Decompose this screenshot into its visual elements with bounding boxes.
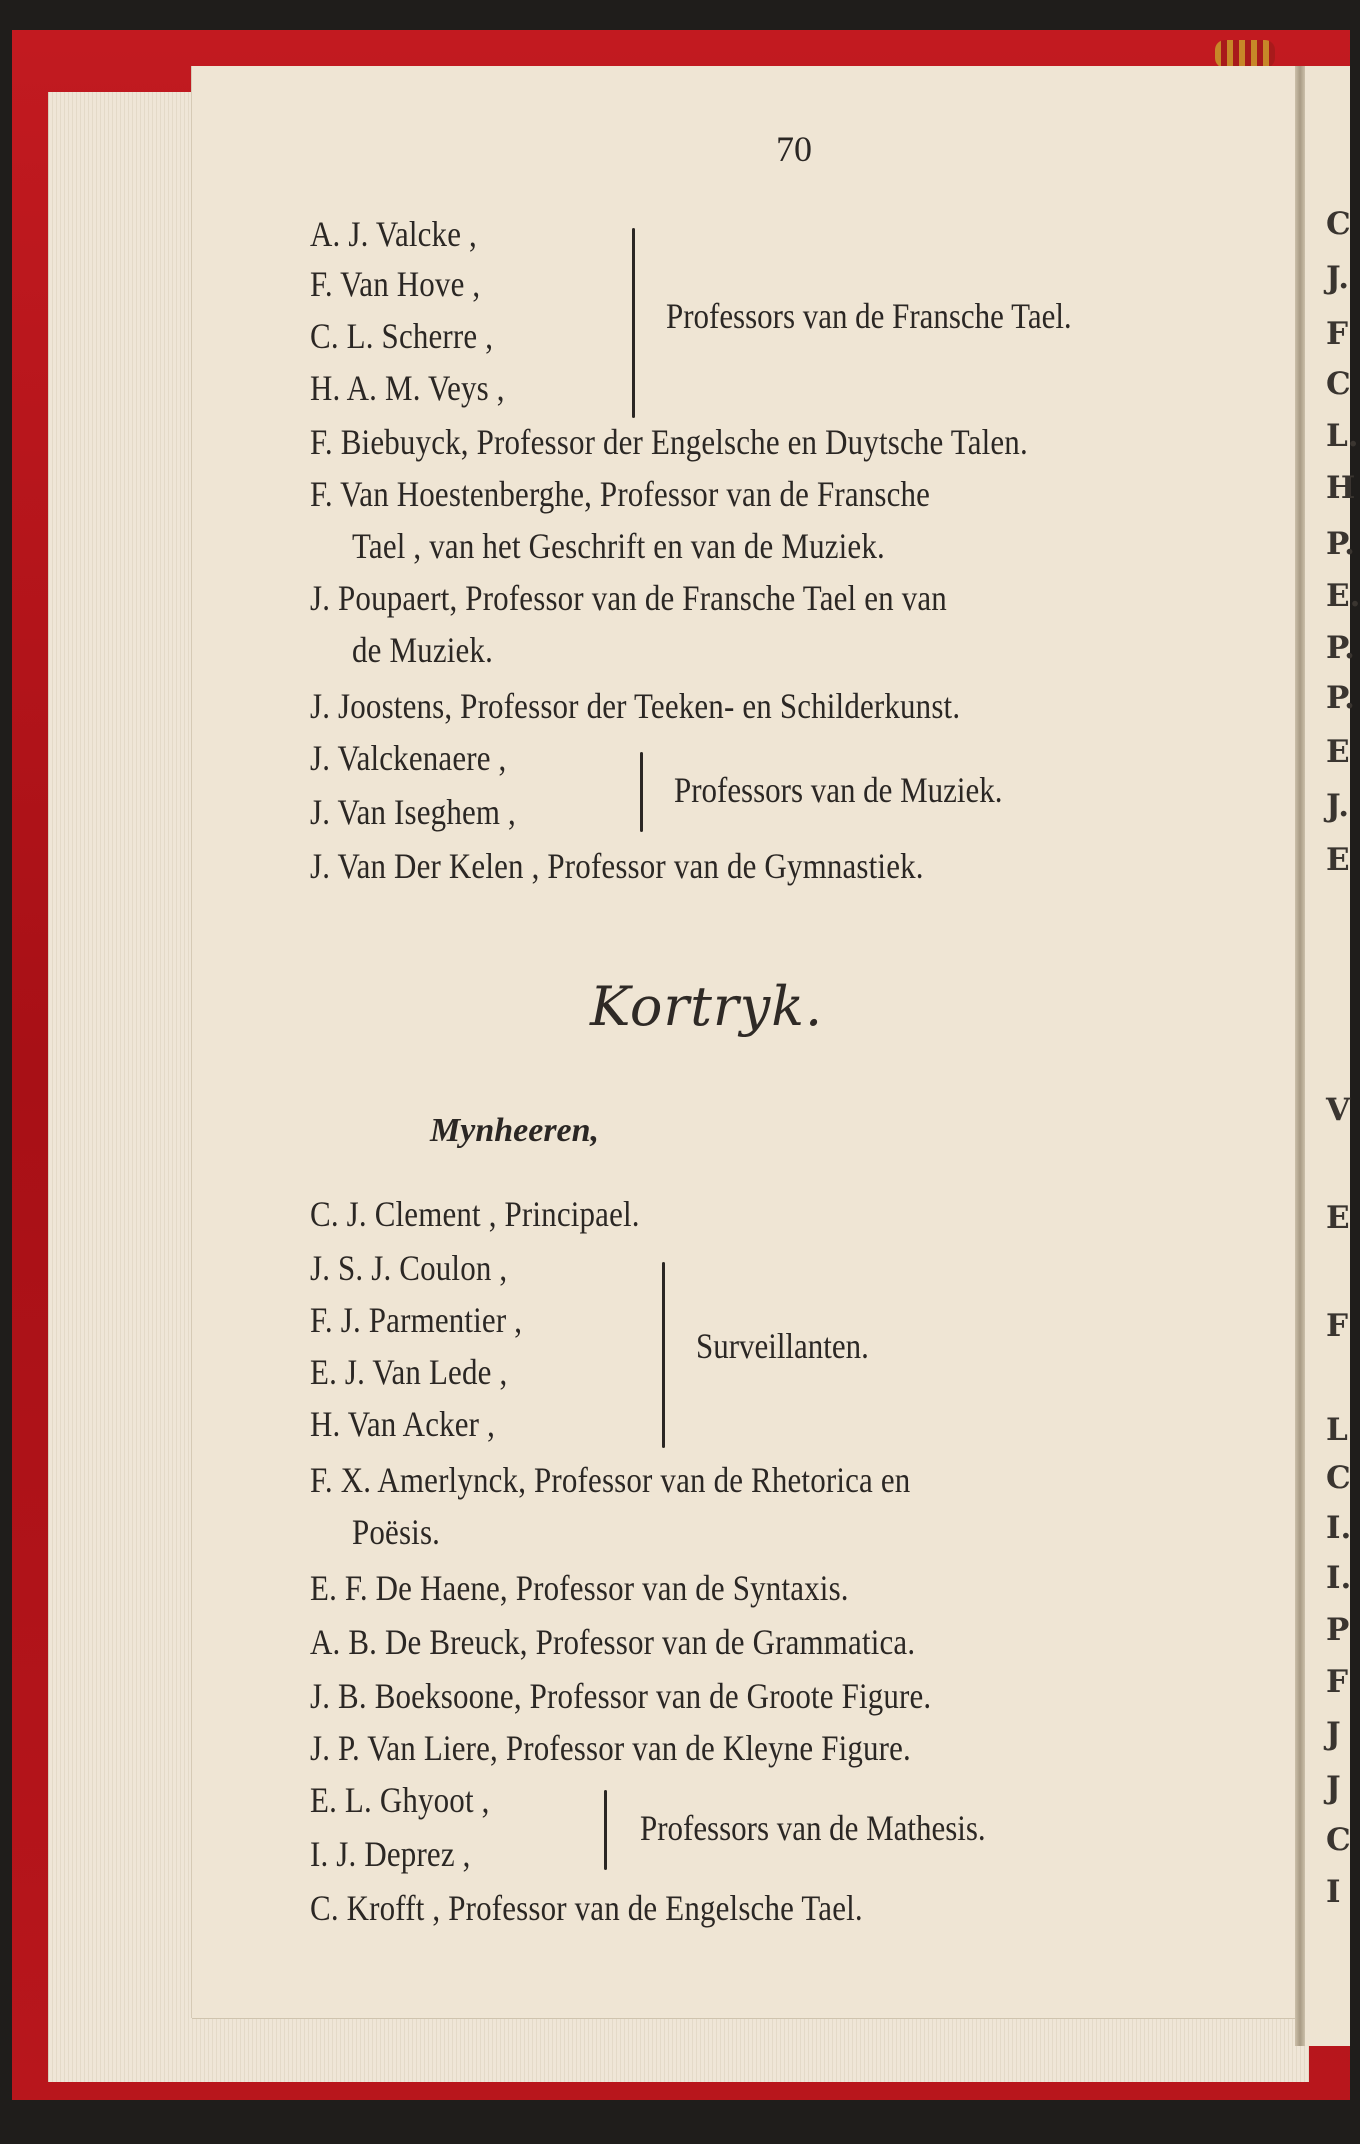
entry-line: C. Krofft , Professor van de Engelsche Tael. [310, 1888, 863, 1928]
facing-page-letter: L. [1326, 418, 1359, 454]
curly-brace [604, 1790, 607, 1870]
entry-line: C. J. Clement , Principael. [310, 1194, 640, 1234]
facing-page-letter: J. [1326, 788, 1350, 824]
facing-page-letter: C [1326, 366, 1351, 402]
facing-page-letter: J [1326, 1716, 1341, 1752]
facing-page-letter: C [1326, 1822, 1351, 1858]
entry-line: F. Van Hoestenberghe, Professor van de Fransche [310, 474, 931, 514]
group-label: Professors van de Fransche Tael. [666, 296, 1072, 336]
facing-page-letter: J [1326, 1770, 1341, 1806]
entry-continuation: de Muziek. [352, 630, 493, 670]
name-line: F. J. Parmentier , [310, 1300, 523, 1340]
entry-continuation: Poësis. [352, 1512, 441, 1552]
name-line: J. Van Iseghem , [310, 792, 516, 832]
name-line: I. J. Deprez , [310, 1834, 471, 1874]
page-number: 70 [776, 129, 812, 169]
entry-line: A. B. De Breuck, Professor van de Grammatica. [310, 1622, 916, 1662]
book-gutter [1295, 66, 1305, 2046]
facing-page-letter: E. [1326, 578, 1360, 614]
name-line: H. Van Acker , [310, 1404, 495, 1444]
entry-line: J. Joostens, Professor der Teeken- en Schilderkunst. [310, 686, 961, 726]
salutation: Mynheeren, [430, 1112, 600, 1149]
facing-page-letter: I. [1326, 1510, 1352, 1546]
group-label: Surveillanten. [696, 1326, 869, 1366]
curly-brace [632, 228, 635, 418]
facing-page-letter: E [1326, 842, 1350, 878]
spine-headband [1215, 40, 1275, 68]
facing-page-letter: E [1326, 1200, 1350, 1236]
name-line: F. Van Hove , [310, 264, 481, 304]
facing-page-letter: H [1326, 470, 1356, 506]
facing-page-letter: P [1326, 1612, 1350, 1648]
facing-page-letter: C [1326, 206, 1351, 242]
group-label: Professors van de Muziek. [674, 770, 1003, 810]
facing-page-letter: J. [1326, 260, 1350, 296]
name-line: H. A. M. Veys , [310, 368, 505, 408]
entry-line: J. P. Van Liere, Professor van de Kleyne Figure. [310, 1728, 911, 1768]
facing-page-letter: E [1326, 734, 1350, 770]
entry-line: J. B. Boeksoone, Professor van de Groote Figure. [310, 1676, 932, 1716]
facing-page-letter: F [1326, 1664, 1349, 1700]
group-label: Professors van de Mathesis. [640, 1808, 986, 1848]
entry-line: E. F. De Haene, Professor van de Syntaxis. [310, 1568, 849, 1608]
facing-page-letter: I. [1326, 1560, 1352, 1596]
facing-page-letter: F [1326, 316, 1349, 352]
entry-line: J. Poupaert, Professor van de Fransche Tael en van [310, 578, 947, 618]
facing-page-letter: C [1326, 1460, 1351, 1496]
curly-brace [662, 1262, 665, 1448]
facing-page-letter: P. [1326, 680, 1355, 716]
curly-brace [640, 752, 643, 832]
name-line: A. J. Valcke , [310, 214, 477, 254]
facing-page-letter: L [1326, 1412, 1348, 1448]
name-line: E. L. Ghyoot , [310, 1780, 490, 1820]
facing-page-letter: I [1326, 1874, 1341, 1910]
entry-line: F. X. Amerlynck, Professor van de Rhetorica en [310, 1460, 911, 1500]
entry-continuation: Tael , van het Geschrift en van de Muziek. [352, 526, 885, 566]
entry-line: J. Van Der Kelen , Professor van de Gymnastiek. [310, 846, 924, 886]
facing-page-letter: F [1326, 1308, 1349, 1344]
name-line: E. J. Van Lede , [310, 1352, 508, 1392]
name-line: C. L. Scherre , [310, 316, 494, 356]
facing-page-letter: V [1326, 1092, 1351, 1128]
facing-page-letter: P. [1326, 630, 1355, 666]
name-line: J. Valckenaere , [310, 738, 507, 778]
entry-line: F. Biebuyck, Professor der Engelsche en Duytsche Talen. [310, 422, 1028, 462]
facing-page-letter: P. [1326, 526, 1355, 562]
name-line: J. S. J. Coulon , [310, 1248, 508, 1288]
facing-page [1305, 66, 1360, 2046]
section-title: Kortryk. [590, 975, 824, 1038]
